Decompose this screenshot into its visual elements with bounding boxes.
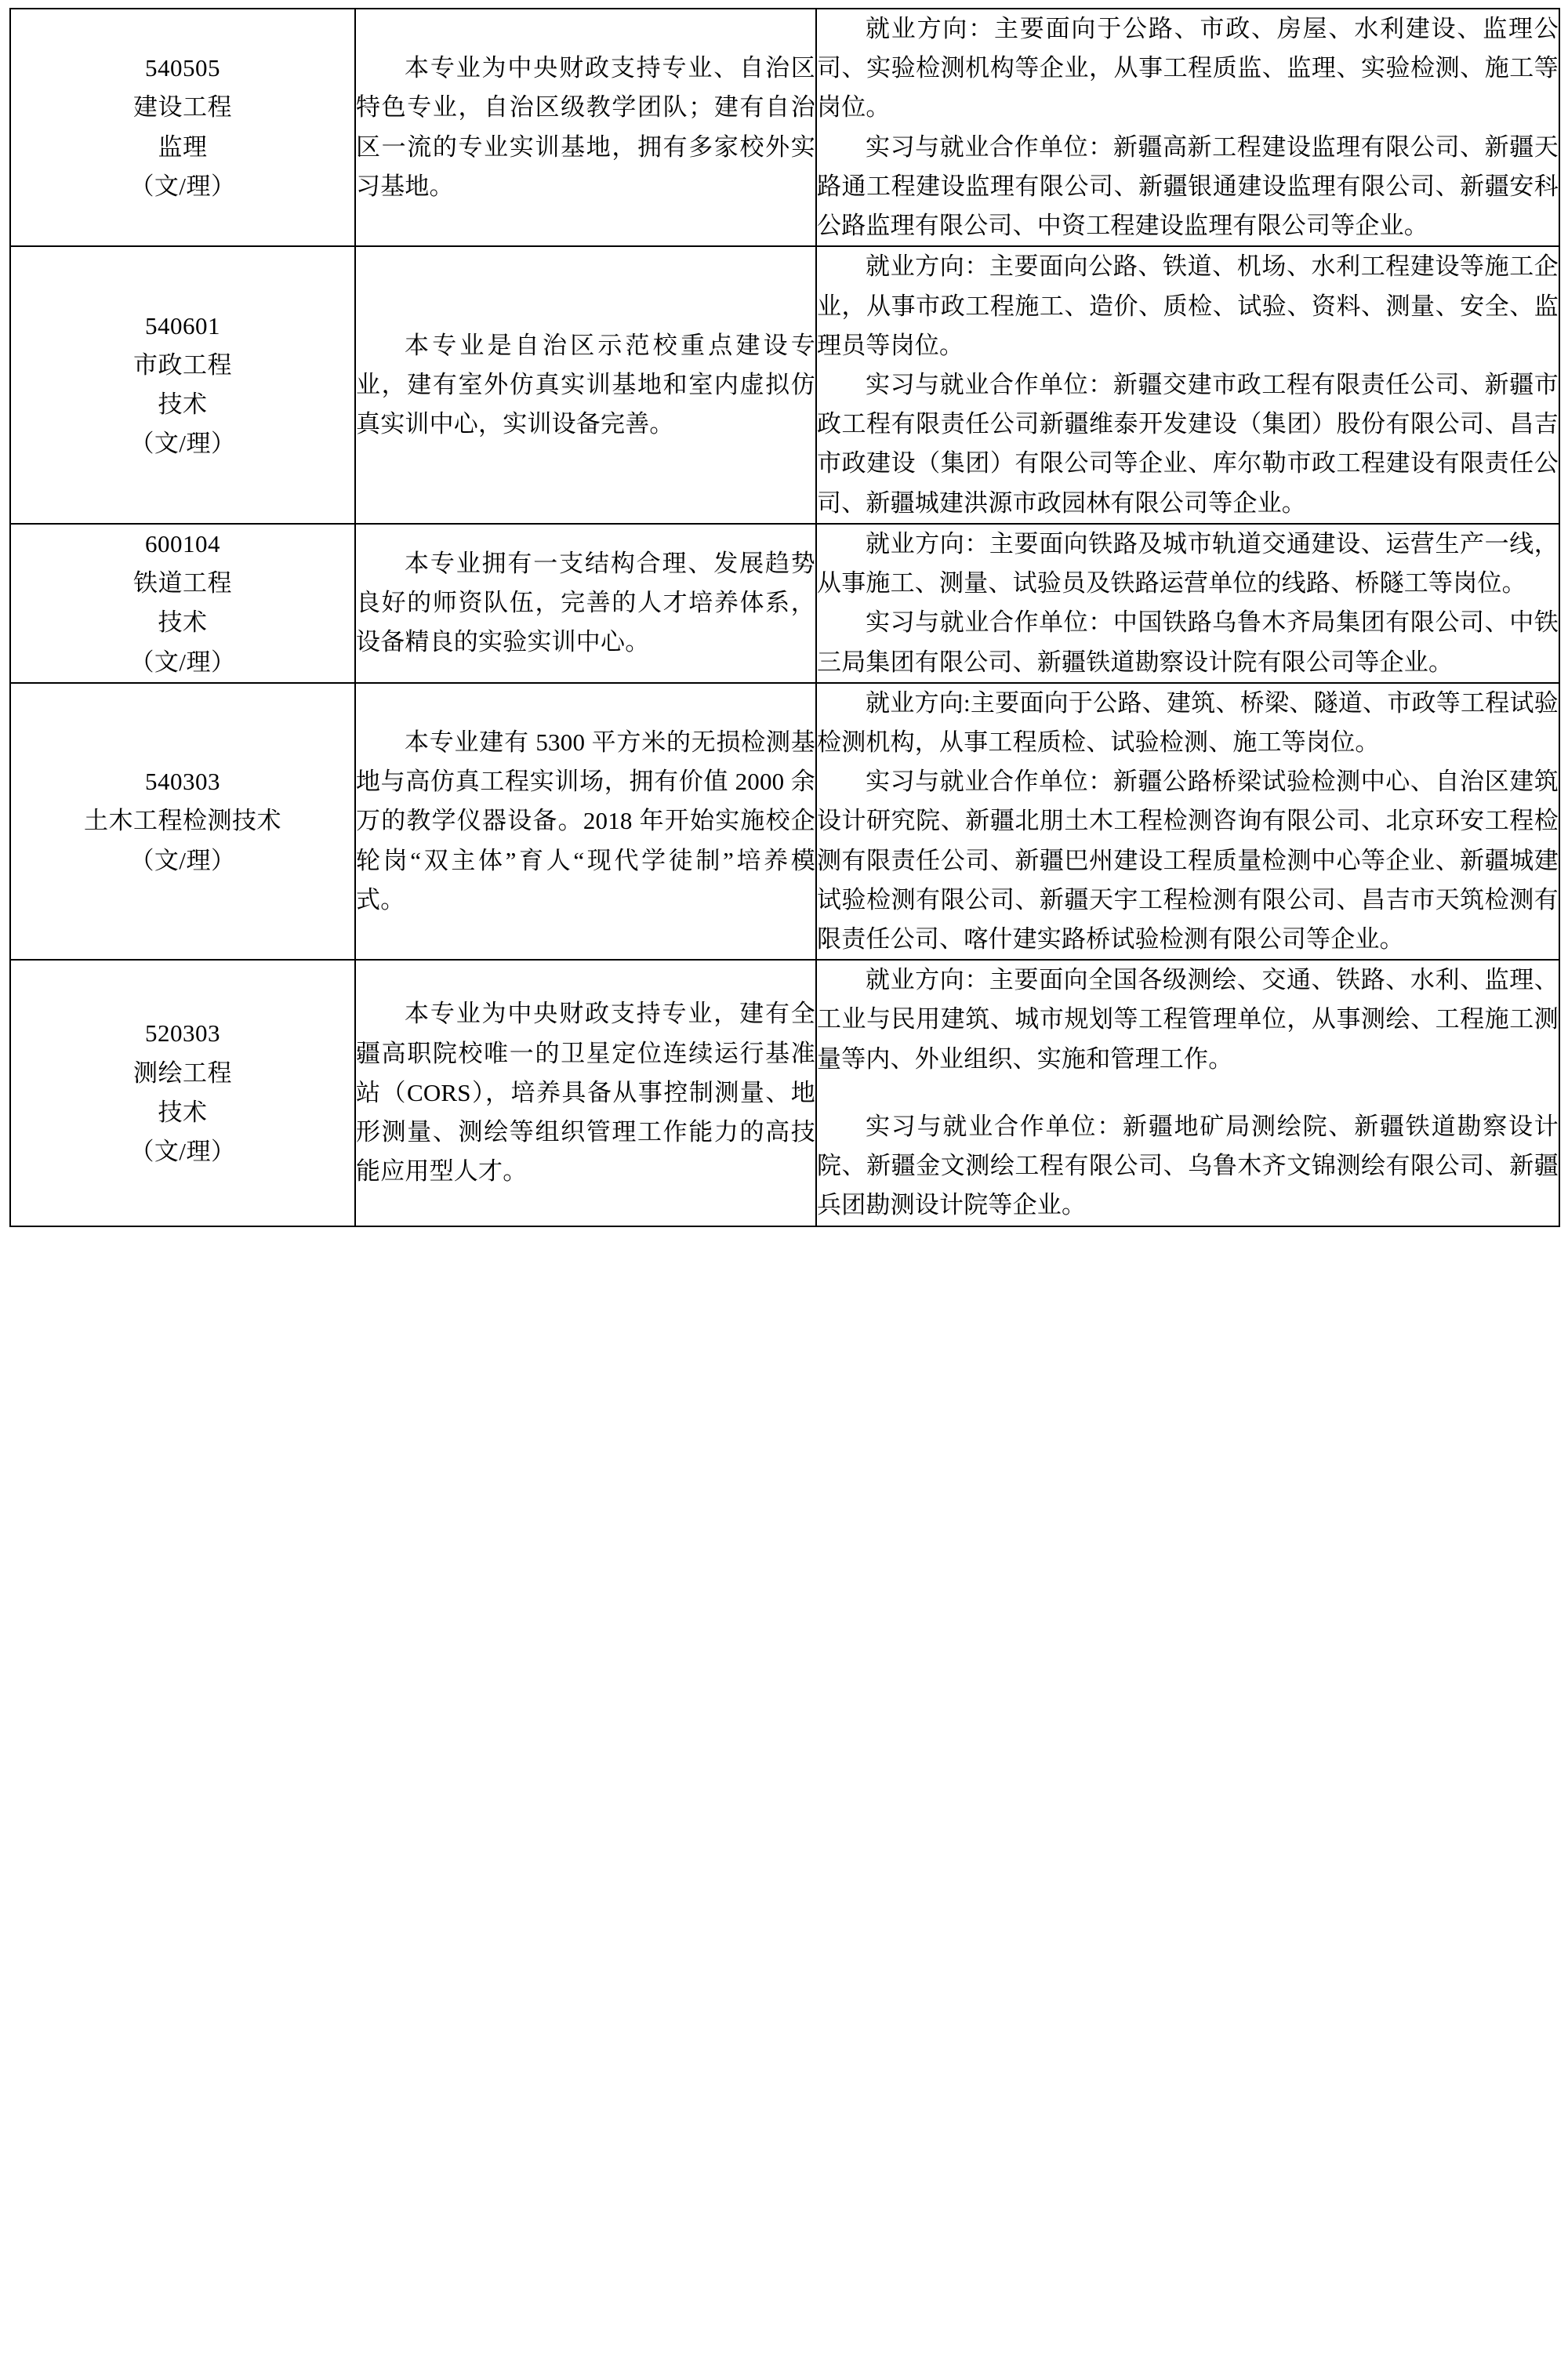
major-employment-cell — [816, 960, 1559, 1226]
major-name-line-1: 市政工程 — [133, 350, 232, 379]
employment-direction: 就业方向：主要面向于公路、市政、房屋、水利建设、监理公司、实验检测机构等企业，从事工程质监、监理、实验检测、施工等岗位。 — [817, 15, 1559, 122]
table-row — [10, 683, 1559, 961]
major-code-cell — [10, 524, 355, 683]
major-description-cell — [355, 524, 816, 683]
major-description-cell — [355, 246, 816, 524]
major-name-line-1: 建设工程 — [133, 93, 232, 122]
major-description-cell — [355, 683, 816, 961]
cooperation-units: 实习与就业合作单位：中国铁路乌鲁木齐局集团有限公司、中铁三局集团有限公司、新疆铁道勘察设计院有限公司等企业。 — [817, 608, 1559, 676]
major-employment-cell — [816, 246, 1559, 524]
major-category: （文/理） — [129, 430, 236, 458]
cooperation-units: 实习与就业合作单位：新疆公路桥梁试验检测中心、自治区建筑设计研究院、新疆北朋土木工程检测咨询有限公司、北京环安工程检测有限责任公司、新疆巴州建设工程质量检测中心等企业、新疆城建试验检测有限公司、新疆天宇工程检测有限公司、昌吉市天筑检测有限责任公司、喀什建实路桥试验检测有限公司等企业。 — [817, 768, 1559, 953]
table-row — [10, 246, 1559, 524]
major-name-line-1: 铁道工程 — [133, 569, 232, 597]
major-description-cell — [355, 960, 816, 1226]
table-row — [10, 960, 1559, 1226]
major-code: 520303 — [145, 1019, 220, 1048]
major-category: （文/理） — [129, 648, 236, 676]
major-table — [9, 8, 1560, 1227]
major-code: 600104 — [145, 529, 220, 557]
major-code-cell — [10, 683, 355, 961]
major-category: （文/理） — [129, 1138, 236, 1166]
major-description: 本专业为中央财政支持专业，建有全疆高职院校唯一的卫星定位连续运行基准站（CORS），培养具备从事控制测量、地形测量、测绘等组织管理工作能力的高技能应用型人才。 — [356, 1000, 815, 1186]
major-description: 本专业为中央财政支持专业、自治区特色专业，自治区级教学团队；建有自治区一流的专业实训基地，拥有多家校外实习基地。 — [356, 54, 815, 200]
major-description: 本专业建有 5300 平方米的无损检测基地与高仿真工程实训场，拥有价值 2000 余万的教学仪器设备。2018 年开始实施校企轮岗“双主体”育人“现代学徒制”培养模式。 — [356, 728, 815, 913]
employment-direction: 就业方向：主要面向铁路及城市轨道交通建设、运营生产一线，从事施工、测量、试验员及铁路运营单位的线路、桥隧工等岗位。 — [817, 529, 1559, 597]
major-code: 540303 — [145, 768, 220, 796]
major-category: （文/理） — [129, 172, 236, 200]
major-code: 540505 — [145, 54, 220, 82]
table-row — [10, 9, 1559, 246]
major-code-cell — [10, 960, 355, 1226]
major-code-cell — [10, 9, 355, 246]
employment-direction: 就业方向：主要面向全国各级测绘、交通、铁路、水利、监理、工业与民用建筑、城市规划等工程管理单位，从事测绘、工程施工测量等内、外业组织、实施和管理工作。 — [817, 966, 1559, 1073]
major-category: （文/理） — [129, 846, 236, 874]
major-name-line-2: 监理 — [158, 133, 208, 161]
major-name-line-2: 技术 — [158, 1098, 208, 1126]
major-name-line-2: 技术 — [158, 390, 208, 419]
major-code: 540601 — [145, 311, 220, 340]
employment-direction: 就业方向:主要面向于公路、建筑、桥梁、隧道、市政等工程试验检测机构，从事工程质检、试验检测、施工等岗位。 — [817, 688, 1559, 756]
employment-direction: 就业方向：主要面向公路、铁道、机场、水利工程建设等施工企业，从事市政工程施工、造价、质检、试验、资料、测量、安全、监理员等岗位。 — [817, 252, 1559, 359]
major-code-cell — [10, 246, 355, 524]
major-employment-cell — [816, 524, 1559, 683]
major-name-line-2: 技术 — [158, 608, 208, 637]
major-description-cell — [355, 9, 816, 246]
major-name-line-1: 测绘工程 — [133, 1059, 232, 1087]
cooperation-units: 实习与就业合作单位：新疆地矿局测绘院、新疆铁道勘察设计院、新疆金文测绘工程有限公司、乌鲁木齐文锦测绘有限公司、新疆兵团勘测设计院等企业。 — [817, 1112, 1559, 1219]
major-employment-cell — [816, 683, 1559, 961]
major-description: 本专业拥有一支结构合理、发展趋势良好的师资队伍，完善的人才培养体系，设备精良的实验实训中心。 — [356, 549, 815, 656]
major-description: 本专业是自治区示范校重点建设专业，建有室外仿真实训基地和室内虚拟仿真实训中心，实训设备完善。 — [356, 331, 815, 438]
cooperation-units: 实习与就业合作单位：新疆交建市政工程有限责任公司、新疆市政工程有限责任公司新疆维泰开发建设（集团）股份有限公司、昌吉市政建设（集团）有限公司等企业、库尔勒市政工程建设有限责任公司、新疆城建洪源市政园林有限公司等企业。 — [817, 370, 1559, 517]
cooperation-units: 实习与就业合作单位：新疆高新工程建设监理有限公司、新疆天路通工程建设监理有限公司、新疆银通建设监理有限公司、新疆安科公路监理有限公司、中资工程建设监理有限公司等企业。 — [817, 133, 1559, 240]
major-employment-cell — [816, 9, 1559, 246]
major-name-line-1: 土木工程检测技术 — [84, 807, 281, 835]
table-row — [10, 524, 1559, 683]
